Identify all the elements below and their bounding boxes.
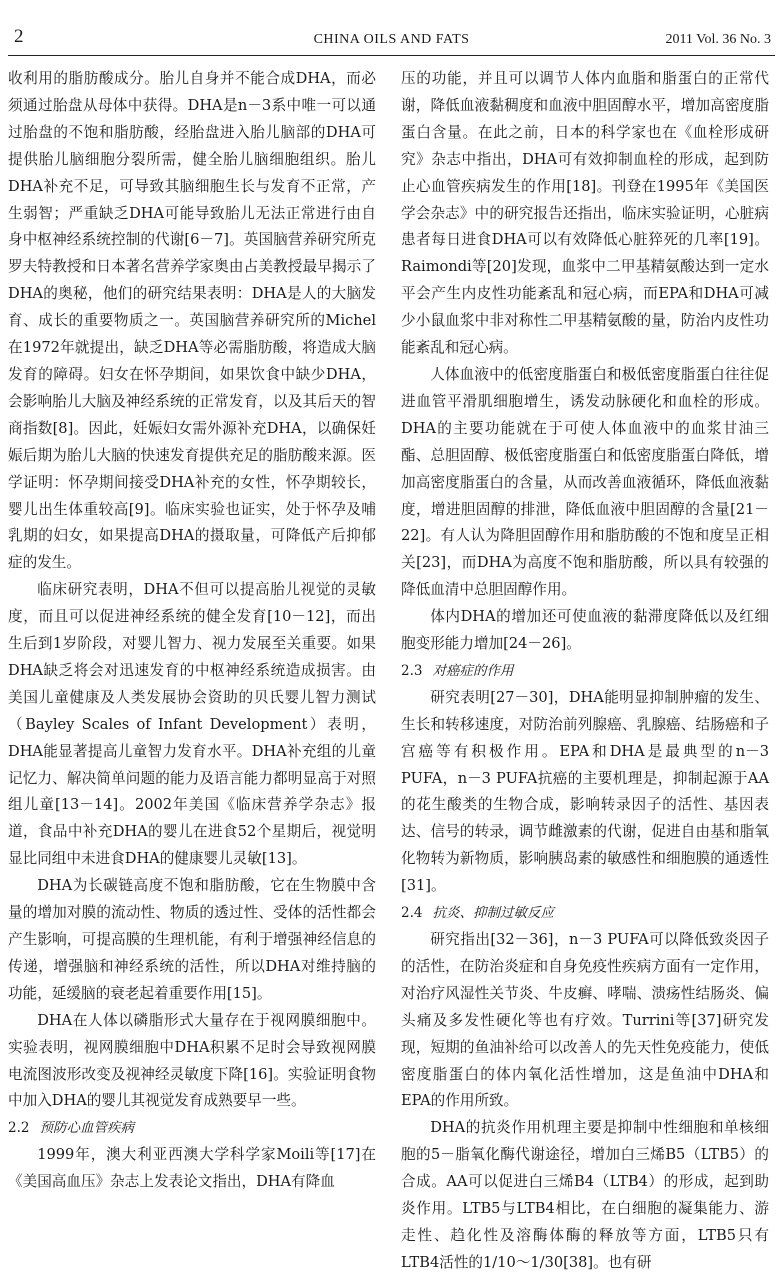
section-heading [401,900,769,927]
paragraph: 1999年，澳大利亚西澳大学科学家Moili等[17]在《美国高血压》杂志上发表论文指出，DHA有降血 [8,1146,376,1191]
running-header [8,0,775,56]
issue-info: 2011 Vol. 36 No. 3 [665,32,771,47]
section-title: 对癌症的作用 [432,662,514,679]
paragraph: DHA在人体以磷脂形式大量存在于视网膜细胞中。实验表明，视网膜细胞中DHA积累不足时会导致视网膜电流图波形改变及视神经灵敏度下降[16]。实验证明食物中加入DHA的婴儿其视觉发育成熟要早一些。 [8,1011,376,1110]
left-column [8,66,376,1258]
paragraph: 人体血液中的低密度脂蛋白和极低密度脂蛋白往往促进血管平滑肌细胞增生，诱发动脉硬化和血栓的形成。DHA的主要功能就在于可使人体血液中的血浆甘油三酯、总胆固醇、极低密度脂蛋白和低密度脂蛋白降低，增加高密度脂蛋白的含量，从而改善血液循环，降低血液黏度，增进胆固醇的排泄，降低血液中胆固醇的含量[21－22]。有人认为降胆固醇作用和脂肪酸的不饱和度呈正相关[23]，而DHA为高度不饱和脂肪酸，所以具有较强的降低血清中总胆固醇作用。 [401,365,769,599]
paragraph: 体内DHA的增加还可使血液的黏滞度降低以及红细胞变形能力增加[24－26]。 [401,608,769,653]
paragraph: 临床研究表明，DHA不但可以提高胎儿视觉的灵敏度，而且可以促进神经系统的健全发育[10－12]，而出生后到1岁阶段，对婴儿智力、视力发展至关重要。如果DHA缺乏将会对迅速发育的中枢神经系统造成损害。由美国儿童健康及人类发展协会资助的贝氏婴儿智力测试（Bayley Scales of Infant Development）表明，DHA能显著提高儿童智力发育水平。DHA补充组的儿童记忆力、解决简单问题的能力及语言能力都明显高于对照组儿童[13－14]。2002年美国《临床营养学杂志》报道，食品中补充DHA的婴儿在进食52个星期后，视觉明显比同组中未进食DHA的健康婴儿灵敏[13]。 [8,581,376,868]
section-title: 预防心血管疾病 [39,1120,134,1137]
section-heading [401,658,769,685]
paragraph: DHA的抗炎作用机理主要是抑制中性细胞和单核细胞的5－脂氧化酶代谢途径，增加白三烯B5（LTB5）的合成。AA可以促进白三烯B4（LTB4）的形成，起到助炎作用。LTB5与LTB4相比，在白细胞的凝集能力、游走性、趋化性及溶酶体酶的释放等方面，LTB5只有LTB4活性的1/10～1/30[38]。也有研 [401,1119,769,1271]
paragraph: 收利用的脂肪酸成分。胎儿自身并不能合成DHA，而必须通过胎盘从母体中获得。DHA是n－3系中唯一可以通过胎盘的不饱和脂肪酸，经胎盘进入胎儿脑部的DHA可提供胎儿脑细胞分裂所需，健全胎儿脑细胞组织。胎儿DHA补充不足，可导致其脑细胞生长与发育不正常，产生弱智；严重缺乏DHA可能导致胎儿无法正常进行由自身中枢神经系统控制的代谢[6－7]。英国脑营养研究所克罗夫特教授和日本著名营养学家奥由占美教授最早揭示了DHA的奥秘，他们的研究结果表明：DHA是人的大脑发育、成长的重要物质之一。英国脑营养研究所的Michel在1972年就提出，缺乏DHA等必需脂肪酸，将造成大脑发育的障碍。妇女在怀孕期间，如果饮食中缺少DHA，会影响胎儿大脑及神经系统的正常发育，以及其后天的智商指数[8]。因此，妊娠妇女需外源补充DHA，以确保妊娠后期为胎儿大脑的快速发育提供充足的脂肪酸来源。医学证明：怀孕期间接受DHA补充的女性，怀孕期较长，婴儿出生体重较高[9]。临床实验也证实，处于怀孕及哺乳期的妇女，如果提高DHA的摄取量，可降低产后抑郁症的发生。 [8,70,376,572]
right-column [401,66,769,1271]
section-number: 2.3 [401,662,423,679]
paragraph: DHA为长碳链高度不饱和脂肪酸，它在生物膜中含量的增加对膜的流动性、物质的透过性、受体的活性都会产生影响，可提高膜的生理机能，有利于增强神经信息的传递，增强脑和神经系统的活性，所以DHA对维持脑的功能，延缓脑的衰老起着重要作用[15]。 [8,877,376,1002]
section-title: 抗炎、抑制过敏反应 [432,905,554,922]
paragraph: 研究表明[27－30]，DHA能明显抑制肿瘤的发生、生长和转移速度，对防治前列腺癌、乳腺癌、结肠癌和子宫癌等有积极作用。EPA和DHA是最典型的n－3 PUFA，n－3 PUFA抗癌的主要机理是，抑制起源于AA的花生酸类的生物合成，影响转录因子的活性、基因表达、信号的转录，调节雌激素的代谢，促进自由基和脂氧化物转为新物质，影响胰岛素的敏感性和细胞膜的通透性[31]。 [401,688,769,895]
header-rule [8,55,775,56]
page-number: 2 [14,26,24,47]
section-number: 2.2 [8,1120,30,1137]
section-number: 2.4 [401,905,423,922]
paragraph: 研究指出[32－36]，n－3 PUFA可以降低致炎因子的活性，在防治炎症和自身免疫性疾病方面有一定作用，对治疗风湿性关节炎、牛皮癣、哮喘、溃疡性结肠炎、偏头痛及多发性硬化等也有疗效。Turrini等[37]研究发现，短期的鱼油补给可以改善人的先天性免疫能力，使低密度脂蛋白的体内氧化活性增加，这是鱼油中DHA和EPA的作用所致。 [401,931,769,1110]
section-heading [8,1115,376,1142]
paragraph: 压的功能，并且可以调节人体内血脂和脂蛋白的正常代谢，降低血液黏稠度和血液中胆固醇水平，增加高密度脂蛋白含量。在此之前，日本的科学家也在《血栓形成研究》杂志中指出，DHA可有效抑制血栓的形成，起到防止心血管疾病发生的作用[18]。刊登在1995年《美国医学会杂志》中的研究报告还指出，临床实验证明，心脏病患者每日进食DHA可以有效降低心脏猝死的几率[19]。Raimondi等[20]发现，血浆中二甲基精氨酸达到一定水平会产生内皮性功能紊乱和冠心病，而EPA和DHA可减少小鼠血浆中非对称性二甲基精氨酸的量，防治内皮性功能紊乱和冠心病。 [401,70,769,357]
journal-title: CHINA OILS AND FATS [313,32,470,47]
